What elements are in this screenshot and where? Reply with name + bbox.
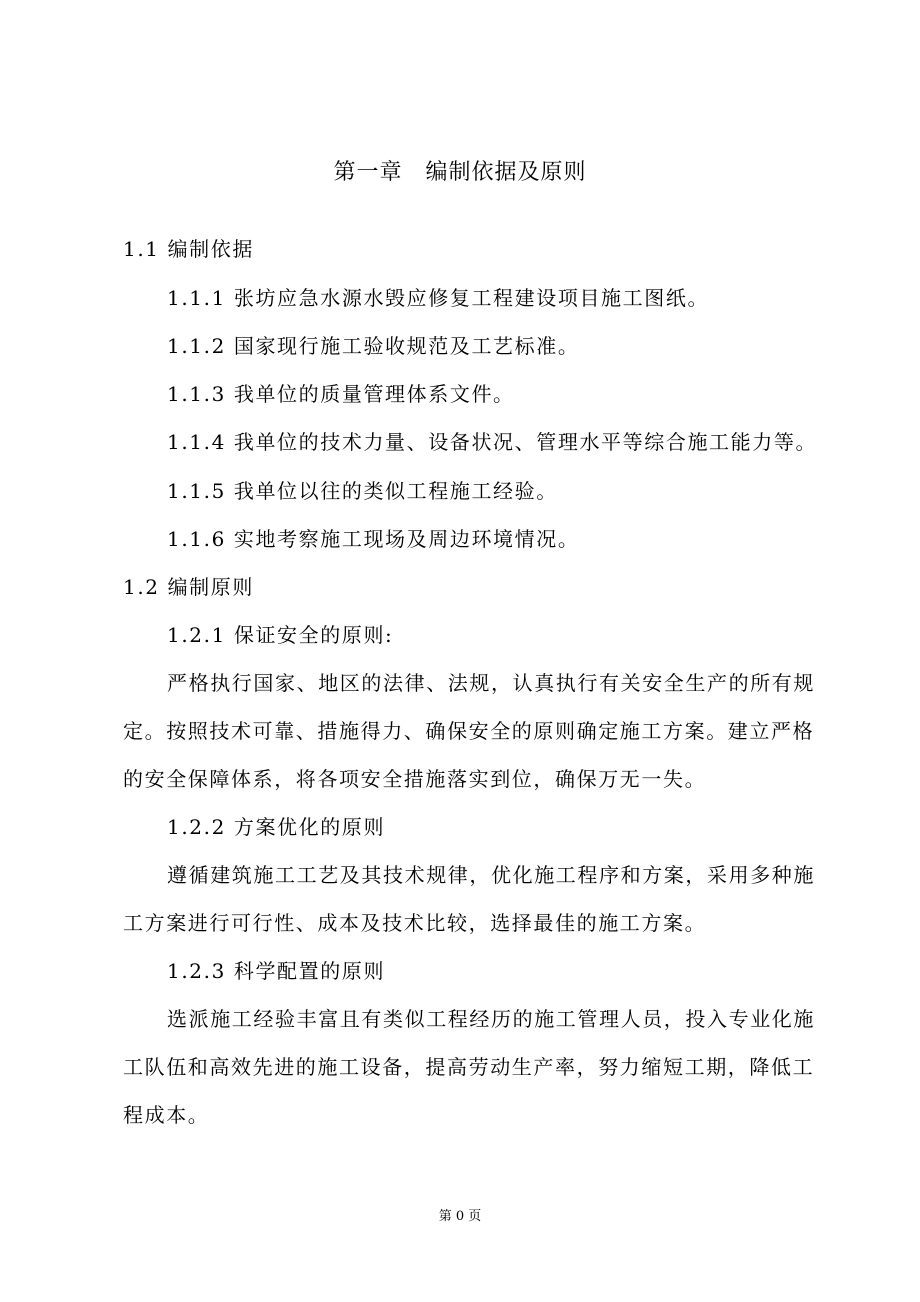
paragraph-line: 程成本。 (123, 1103, 210, 1127)
list-item: 1.1.4 我单位的技术力量、设备状况、管理水平等综合施工能力等。 (167, 430, 818, 454)
paragraph-line: 选派施工经验丰富且有类似工程经历的施工管理人员，投入专业化施 (167, 1007, 815, 1031)
paragraph-line: 定。按照技术可靠、措施得力、确保安全的原则确定施工方案。建立严格 (123, 719, 815, 743)
paragraph-line: 工队伍和高效先进的施工设备，提高劳动生产率，努力缩短工期，降低工 (123, 1055, 815, 1079)
paragraph-line: 遵循建筑施工工艺及其技术规律，优化施工程序和方案，采用多种施 (167, 863, 815, 887)
list-item: 1.1.2 国家现行施工验收规范及工艺标准。 (167, 334, 580, 358)
subsection-heading-1-2-1: 1.2.1 保证安全的原则: (167, 623, 394, 647)
chapter-title: 第一章 编制依据及原则 (333, 160, 587, 185)
list-item: 1.1.6 实地考察施工现场及周边环境情况。 (167, 527, 580, 551)
subsection-heading-1-2-3: 1.2.3 科学配置的原则 (167, 959, 386, 983)
paragraph-line: 的安全保障体系，将各项安全措施落实到位，确保万无一失。 (123, 767, 707, 791)
paragraph-line: 严格执行国家、地区的法律、法规，认真执行有关安全生产的所有规 (167, 671, 815, 695)
paragraph-line: 工方案进行可行性、成本及技术比较，选择最佳的施工方案。 (123, 911, 707, 935)
section-heading-1-2: 1.2 编制原则 (123, 575, 254, 599)
section-heading-1-1: 1.1 编制依据 (123, 237, 254, 261)
page-number: 第 0 页 (438, 1209, 482, 1224)
list-item: 1.1.1 张坊应急水源水毁应修复工程建设项目施工图纸。 (167, 286, 710, 310)
list-item: 1.1.5 我单位以往的类似工程施工经验。 (167, 479, 558, 503)
list-item: 1.1.3 我单位的质量管理体系文件。 (167, 382, 515, 406)
subsection-heading-1-2-2: 1.2.2 方案优化的原则 (167, 815, 386, 839)
